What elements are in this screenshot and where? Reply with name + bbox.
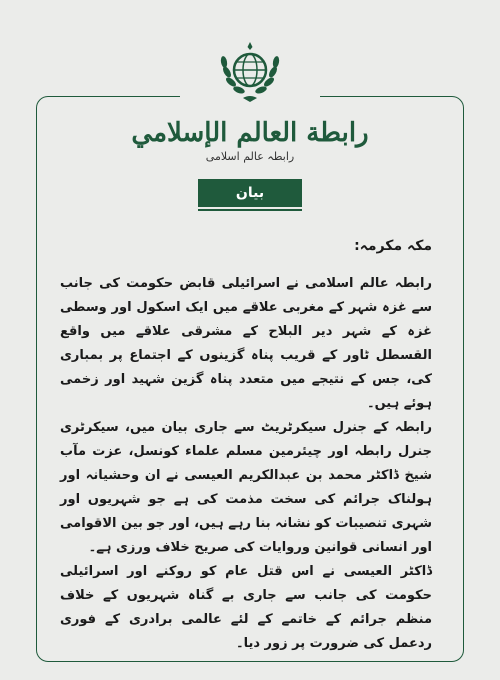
paragraph: ڈاکٹر العیسی نے اس قتل عام کو روکنے اور اسرائیلی حکومت کی جانب سے جاری بے گناہ شہریوں کے خلاف منظم جرائم کے خاتمے کے لئے عالمی برادری کے فوری ردعمل کی ضرورت پر زور دیا۔ bbox=[60, 564, 432, 651]
statement-badge: بیان bbox=[198, 179, 302, 207]
statement-body bbox=[60, 238, 432, 656]
badge-underline bbox=[198, 209, 302, 211]
organization-name-arabic: رابطة العالم الإسلامي bbox=[131, 118, 369, 148]
paragraph: رابطہ کے جنرل سیکرٹریٹ سے جاری بیان میں، سیکرٹری جنرل رابطہ اور چیئرمین مسلم علماء کونسل، عزت مآب شیخ ڈاکٹر محمد بن عبدالکریم العیسی نے ان وحشیانہ اور ہولناک جرائم کی سخت مذمت کی ہے جو شہریوں اور شہری تنصیبات کو نشانہ بنا رہے ہیں، اور جو بین الاقوامی اور انسانی قوانین وروایات کی صریح خلاف ورزی ہے۔ bbox=[60, 420, 432, 555]
paragraph: رابطہ عالم اسلامی نے اسرائیلی قابض حکومت کی جانب سے غزہ شہر کے مغربی علاقے میں ایک اسکول اور وسطی غزہ کے شہر دیر البلاح کے مشرقی علاقے میں واقع القسطل ٹاور کے قریب پناہ گزینوں کے اجتماع پر بمباری کی، جس کے نتیجے میں متعدد پناہ گزین شہید اور زخمی ہوئے ہیں۔ bbox=[60, 276, 432, 411]
dateline: مکہ مکرمہ: bbox=[354, 238, 432, 254]
logo-icon bbox=[215, 40, 285, 110]
organization-name-urdu: رابطہ عالم اسلامی bbox=[205, 150, 295, 163]
